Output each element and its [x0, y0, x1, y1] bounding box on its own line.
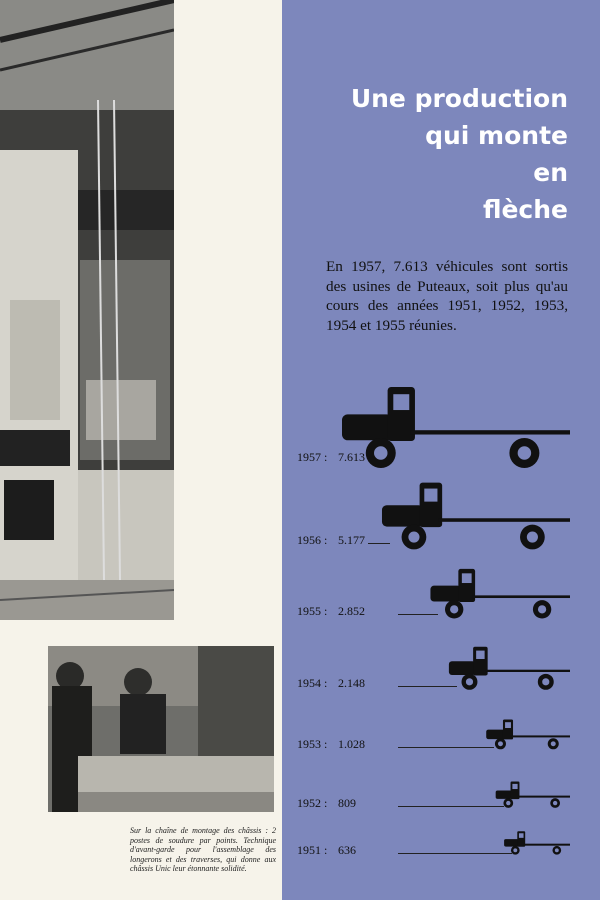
production-year: 1956 : — [297, 533, 328, 547]
truck-icon — [382, 483, 570, 550]
truck-icon — [449, 647, 570, 690]
truck-icon — [496, 782, 570, 808]
title-line: Une production — [350, 84, 568, 113]
production-value: 2.852 — [338, 604, 365, 618]
production-value: 2.148 — [338, 676, 365, 690]
production-value: 809 — [338, 796, 356, 810]
leader-line — [398, 806, 504, 807]
truck-icon — [504, 831, 570, 854]
welding-photo — [48, 646, 274, 812]
factory-photo — [0, 0, 174, 620]
leader-line — [398, 747, 494, 748]
truck-icon — [486, 720, 570, 750]
left-column — [0, 0, 282, 900]
truck-icon — [430, 569, 570, 619]
intro-paragraph: En 1957, 7.613 véhicules sont sortis des usines de Puteaux, soit plus qu'au cours des années 1951, 1952, 1953, 1954 et 1955 réunies. — [326, 258, 568, 334]
production-year: 1953 : — [297, 737, 328, 751]
title-line: flèche — [482, 195, 568, 224]
leader-line — [398, 614, 438, 615]
title-line: qui monte — [425, 121, 568, 150]
production-chart — [282, 0, 600, 900]
production-year: 1954 : — [297, 676, 328, 690]
production-year: 1955 : — [297, 604, 328, 618]
photo-caption: Sur la chaîne de montage des châssis : 2 postes de soudure par points. Technique d'avant-garde pour l'assemblage des longerons et des traverses, qui donne aux châssis Unic leur étonnante solidité. — [130, 826, 276, 873]
production-value: 1.028 — [338, 737, 365, 751]
production-year: 1957 : — [297, 450, 328, 464]
leader-line — [368, 543, 390, 544]
production-value: 636 — [338, 843, 356, 857]
truck-icon — [342, 387, 570, 468]
production-value: 5.177 — [338, 533, 365, 547]
title-line: en — [533, 158, 568, 187]
production-year: 1951 : — [297, 843, 328, 857]
production-year: 1952 : — [297, 796, 328, 810]
leader-line — [398, 853, 512, 854]
leader-line — [398, 686, 457, 687]
production-value: 7.613 — [338, 450, 365, 464]
